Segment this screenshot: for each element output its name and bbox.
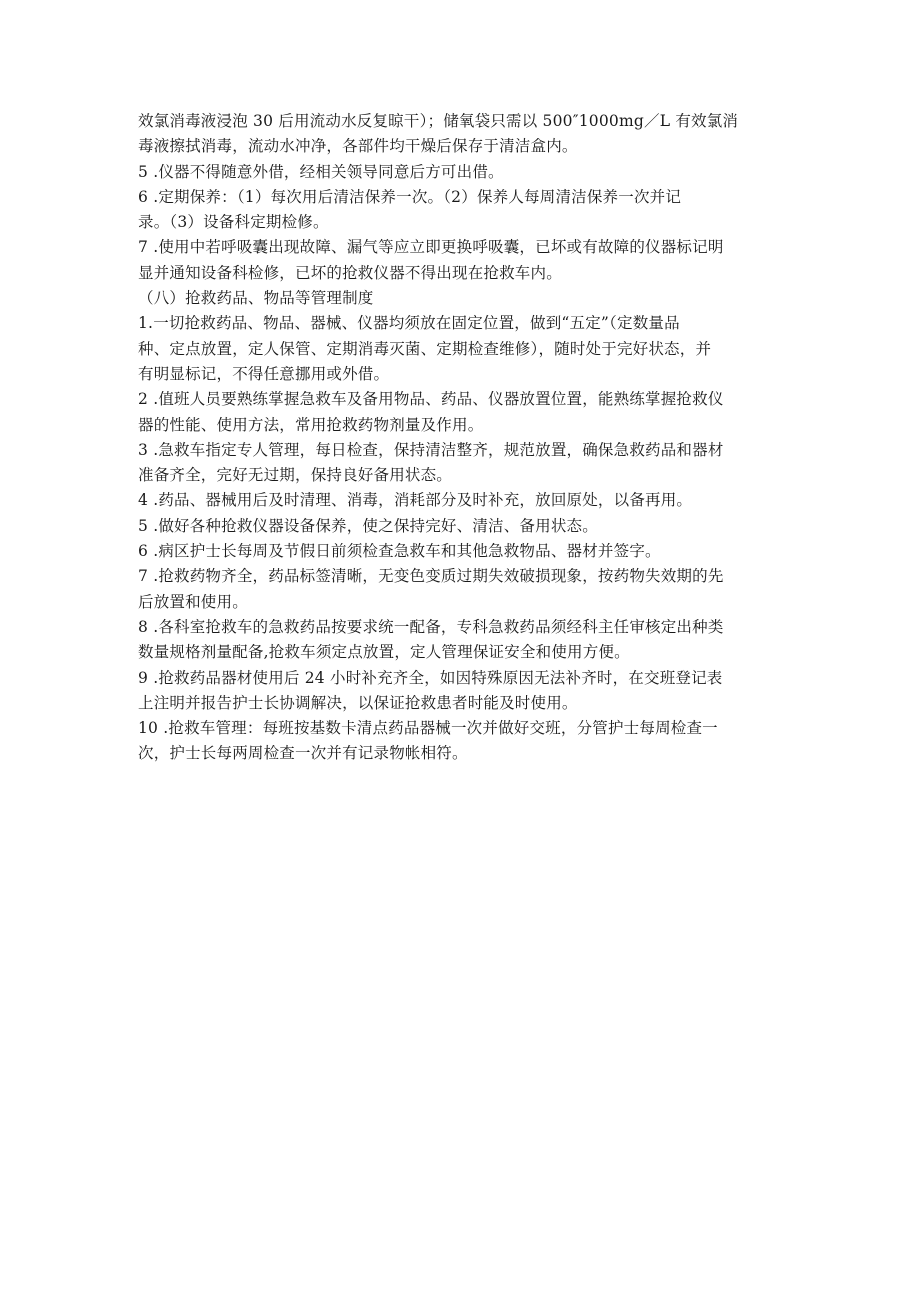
text-line: 1.一切抢救药品、物品、器械、仪器均须放在固定位置，做到“五定”（定数量品 <box>138 314 680 333</box>
text-line: 次，护士长每两周检查一次并有记录物帐相符。 <box>138 744 468 763</box>
text-line: 7 .使用中若呼吸囊出现故障、漏气等应立即更换呼吸囊，已坏或有故障的仪器标记明 <box>138 238 724 257</box>
text-line: 3 .急救车指定专人管理，每日检查，保持清洁整齐，规范放置，确保急救药品和器材 <box>138 440 724 459</box>
text-line: 器的性能、使用方法，常用抢救药物剂量及作用。 <box>138 415 484 434</box>
text-line: 显并通知设备科检修，已坏的抢救仪器不得出现在抢救车内。 <box>138 263 562 282</box>
text-line: 6 .病区护士长每周及节假日前须检查急救车和其他急救物品、器材并签字。 <box>138 542 661 561</box>
text-line: 9 .抢救药品器材使用后 24 小时补充齐全，如因特殊原因无法补齐时，在交班登记表 <box>138 668 723 687</box>
text-line: 种、定点放置，定人保管、定期消毒灭菌、定期检查维修），随时处于完好状态，并 <box>138 339 712 358</box>
text-line: 效氯消毒液浸泡 30 后用流动水反复晾干）；储氧袋只需以 500″1000mg／L 有效氯消 <box>138 112 739 130</box>
text-line: 准备齐全，完好无过期，保持良好备用状态。 <box>138 466 453 485</box>
text-line: 6 .定期保养：（1）每次用后清洁保养一次。（2）保养人每周清洁保养一次并记 <box>138 187 682 206</box>
text-line: 毒液擦拭消毒，流动水冲净，各部件均干燥后保存于清洁盒内。 <box>138 137 578 156</box>
text-line: 4 .药品、器械用后及时清理、消毒，消耗部分及时补充，放回原处，以备再用。 <box>138 491 693 510</box>
text-line: 录。（3）设备科定期检修。 <box>138 213 329 232</box>
text-line: 5 .做好各种抢救仪器设备保养，使之保持完好、清洁、备用状态。 <box>138 516 598 535</box>
document-body <box>138 109 786 767</box>
text-line: 8 .各科室抢救车的急救药品按要求统一配备，专科急救药品须经科主任审核定出种类 <box>138 617 724 636</box>
text-line: 10 .抢救车管理：每班按基数卡清点药品器械一次并做好交班，分管护士每周检查一 <box>138 719 718 738</box>
text-line: 上注明并报告护士长协调解决，以保证抢救患者时能及时使用。 <box>138 693 578 712</box>
text-line: 5 .仪器不得随意外借，经相关领导同意后方可出借。 <box>138 162 504 181</box>
section-heading: （八）抢救药品、物品等管理制度 <box>138 289 374 308</box>
text-line: 2 .值班人员要熟练掌握急救车及备用物品、药品、仪器放置位置，能熟练掌握抢救仪 <box>138 390 724 409</box>
text-line: 有明显标记，不得任意挪用或外借。 <box>138 364 390 383</box>
text-line: 数量规格剂量配备,抢救车须定点放置，定人管理保证安全和使用方便。 <box>138 643 630 662</box>
text-line: 7 .抢救药物齐全，药品标签清晰，无变色变质过期失效破损现象，按药物失效期的先 <box>138 567 724 586</box>
text-line: 后放置和使用。 <box>138 592 248 611</box>
